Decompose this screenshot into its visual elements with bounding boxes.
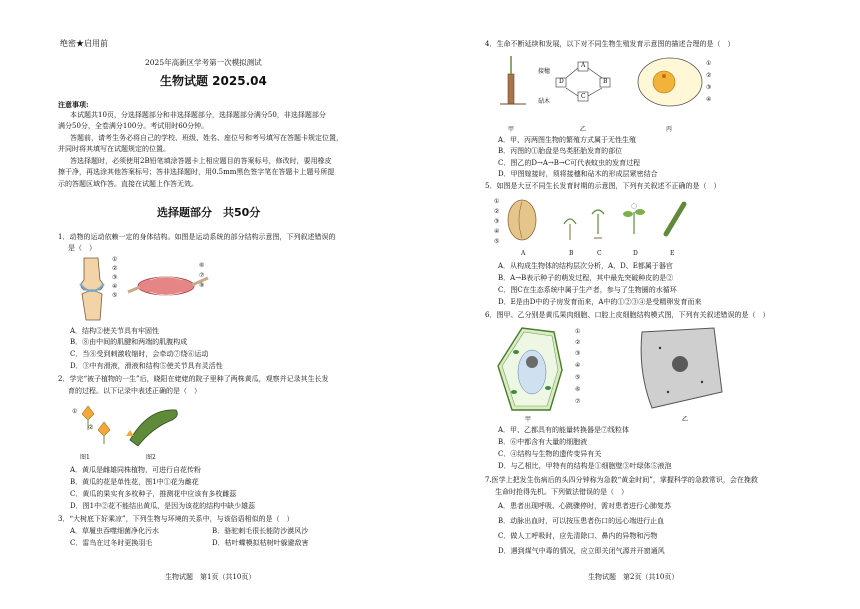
q3-stem: 3．“大树底下好乘凉”，下列生物与环境的关系中，与该俗语相似的是（ ） <box>58 515 294 523</box>
fig-label: ⑥ <box>575 386 581 393</box>
fig-label: 图1 <box>80 454 90 461</box>
page-footer: 生物试题 第1页（共10页） <box>165 573 256 581</box>
fig-label: ⑤ <box>575 374 581 381</box>
notes-line: 本试题共10页，分选择题部分和非选择题部分，选择题部分满分50，非选择题部分 <box>70 111 326 119</box>
fig-label: E <box>670 250 675 257</box>
fig-label: ⑧ <box>199 282 205 289</box>
secret-label: 绝密★启用前 <box>60 39 108 48</box>
q6-option: A．甲、乙都具有的能量转换器是⑦线粒体 <box>498 426 630 434</box>
q1-stem: 是（ ） <box>68 244 96 252</box>
q7-option: B．动脉出血时，可以按压患者伤口的远心端进行止血 <box>498 517 665 525</box>
q2-option: B．黄瓜的花是单性花，图1中①花为雌花 <box>70 478 199 486</box>
q7-option: A．患者出现呼吸、心跳骤停时，需对患者进行心肺复苏 <box>498 502 672 510</box>
fig-label: C <box>581 93 586 100</box>
fig-label: ② <box>112 265 118 272</box>
section-title: 选择题部分 共50分 <box>157 206 261 219</box>
q2-stem: 2．学完“被子植物的一生”后，晓阳在姥姥的院子里种了两株黄瓜，观察并记录其生长发 <box>58 375 329 383</box>
fig-label: D <box>559 78 564 85</box>
fig-label: ⑦ <box>575 398 581 405</box>
q6-stem: 6．图甲、乙分别是黄瓜果肉细胞、口腔上皮细胞结构模式图，下列有关叙述错误的是（ ） <box>485 311 770 319</box>
q4-option: A．甲、丙两图生物的繁殖方式属于无性生殖 <box>498 136 637 144</box>
notes-line: 答题前，请考生务必将自己的学校、班级、姓名、座位号和考号填写在答题卡规定位置， <box>70 134 343 142</box>
q2-option: C．黄瓜的果实有多枚种子，推测花中应该有多枚雌蕊 <box>70 490 237 498</box>
q1-stem: 1．动物的运动依赖一定的身体结构。如图是运动系统的部分结构示意图，下列叙述错误的 <box>58 233 336 241</box>
fig-label: ⑤ <box>112 292 118 299</box>
fig-label: ① <box>112 256 118 263</box>
q7-stem: 7.医学上把发生伤病后的头四分钟称为急救“黄金时间”，掌握科学的急救常识，会在挽救 <box>485 476 758 484</box>
fig-label: B <box>603 78 608 85</box>
q1-option: C．当⑧受到刺激收缩时，会牵动⑦绕⑥运动 <box>70 350 209 358</box>
fig-label: 接穗 <box>538 68 551 75</box>
notes-line: 擦干净，再选涂其他答案标号；答非选择题时，用0.5mm黑色签字笔在答题卡上题号所提 <box>58 168 335 176</box>
q5-option: D．E是由D中的子房发育而来，A中的①②③④是受精卵发育而来 <box>498 298 702 306</box>
fig-label: 丙 <box>666 126 673 133</box>
q5-option: A．从构成生物体的结构层次分析，A、D、E都属于器官 <box>498 262 673 270</box>
fig-label: ③ <box>494 218 500 225</box>
q3-option: D．枯叶蝶模拟枯树叶躲避敌害 <box>212 539 309 547</box>
q1-option: D．③中有滑液，滑液和结构⑤使关节具有灵活性 <box>70 362 223 370</box>
fig-label: 图2 <box>146 454 156 461</box>
q6-option: D．与乙相比，甲特有的结构是①细胞壁③叶绿体⑤液泡 <box>498 462 672 470</box>
q4-option: C．图乙的D→A→B→C可代表蚊虫的发育过程 <box>498 159 641 167</box>
q7-option: C．做人工呼吸时，应先清除口、鼻内的异物和污物 <box>498 532 658 540</box>
fig-label: ② <box>575 339 581 346</box>
q1-option: A．结构②使关节具有牢固性 <box>70 327 160 335</box>
fig-label: A <box>521 250 526 257</box>
fig-label: C <box>597 250 602 257</box>
fig-label: ⑦ <box>199 272 205 279</box>
cell-figure <box>492 322 732 418</box>
reproduction-figure <box>490 52 730 122</box>
q3-option: B．骆驼刺毛很长能防沙漠风沙 <box>212 527 309 535</box>
page-2 <box>430 0 860 609</box>
fig-label: 砧木 <box>538 98 551 105</box>
fig-label: ② <box>88 424 94 431</box>
fig-label: ③ <box>575 350 581 357</box>
fig-label: B <box>569 250 574 257</box>
soybean-figure <box>494 194 694 252</box>
q4-option: D．甲图嫁接时，须将接穗和砧木的形成层紧密结合 <box>498 170 658 178</box>
q4-option: B．丙图的①胎盘是鸟类胚胎发育的部位 <box>498 147 623 155</box>
fig-label: 甲 <box>525 416 532 423</box>
fig-label: 甲 <box>508 126 515 133</box>
fig-label: ④ <box>112 283 118 290</box>
q3-option: A．草履虫吞噬细菌净化污水 <box>70 527 160 535</box>
q2-option: A．黄瓜是雌雄同株植物，可进行自花传粉 <box>70 466 202 474</box>
fig-label: ④ <box>494 228 500 235</box>
notes-line: 答选择题时，必须使用2B铅笔填涂答题卡上相应题目的答案标号，修改时，要用橡皮 <box>70 157 332 165</box>
fig-label: ⑤ <box>494 238 500 245</box>
musculoskeletal-figure <box>68 254 218 324</box>
notes-line: 示的答题区域作答。直接在试题上作答无效。 <box>58 180 198 188</box>
subject-title: 生物试题 2025.04 <box>160 74 267 88</box>
q5-stem: 5．如图是大豆不同生长发育时期的示意图，下列有关叙述不正确的是（ ） <box>485 182 721 190</box>
exam-title: 2025年高新区学考第一次模拟测试 <box>145 58 262 67</box>
q3-option: C．雷鸟在过冬时更换羽毛 <box>70 539 153 547</box>
page-footer: 生物试题 第2页（共10页） <box>588 573 679 581</box>
fig-label: ⑥ <box>199 262 205 269</box>
q6-option: C．④结构与生物的遗传变异有关 <box>498 450 602 458</box>
q6-option: B．⑥中都含有大量的细胞液 <box>498 438 588 446</box>
q2-stem: 育的过程。以下记录中表述正确的是（ ） <box>68 387 201 395</box>
q7-stem: 生命时抢得先机。下列做法错误的是（ ） <box>495 488 628 496</box>
fig-label: ② <box>494 208 500 215</box>
cucumber-figure <box>68 400 188 454</box>
fig-label: ① <box>706 60 712 67</box>
fig-label: D <box>633 250 638 257</box>
fig-label: 乙 <box>580 126 587 133</box>
fig-label: A <box>581 62 586 69</box>
notes-heading: 注意事项: <box>58 100 89 109</box>
notes-line: 满分50分，全卷满分100分。考试用时60分钟。 <box>58 122 209 130</box>
fig-label: ④ <box>706 96 712 103</box>
q2-option: D．图1中②花不能结出黄瓜，是因为该花的结构中缺少雄蕊 <box>70 502 256 510</box>
q5-option: B．A→B表示种子的萌发过程，其中最先突破种皮的是② <box>498 274 674 282</box>
fig-label: 乙 <box>682 416 689 423</box>
q4-stem: 4．生命不断延续和发展，以下对不同生物生殖发育示意图的描述合理的是（ ） <box>485 40 735 48</box>
q1-option: B．⑧由中间的肌腱和两端的肌腹构成 <box>70 338 188 346</box>
fig-label: ① <box>494 198 500 205</box>
fig-label: ① <box>72 408 78 415</box>
q7-option: D．遇到煤气中毒的情况，应立即关闭气源并开窗通风 <box>498 547 665 555</box>
fig-label: ③ <box>706 84 712 91</box>
fig-label: ② <box>706 72 712 79</box>
fig-label: ③ <box>112 274 118 281</box>
notes-line: 并同时将其填写在试题规定的位置。 <box>58 145 170 153</box>
q5-option: C．图C在生态系统中属于生产者，参与了生物圈的水循环 <box>498 286 677 294</box>
fig-label: ④ <box>575 362 581 369</box>
fig-label: ① <box>575 328 581 335</box>
